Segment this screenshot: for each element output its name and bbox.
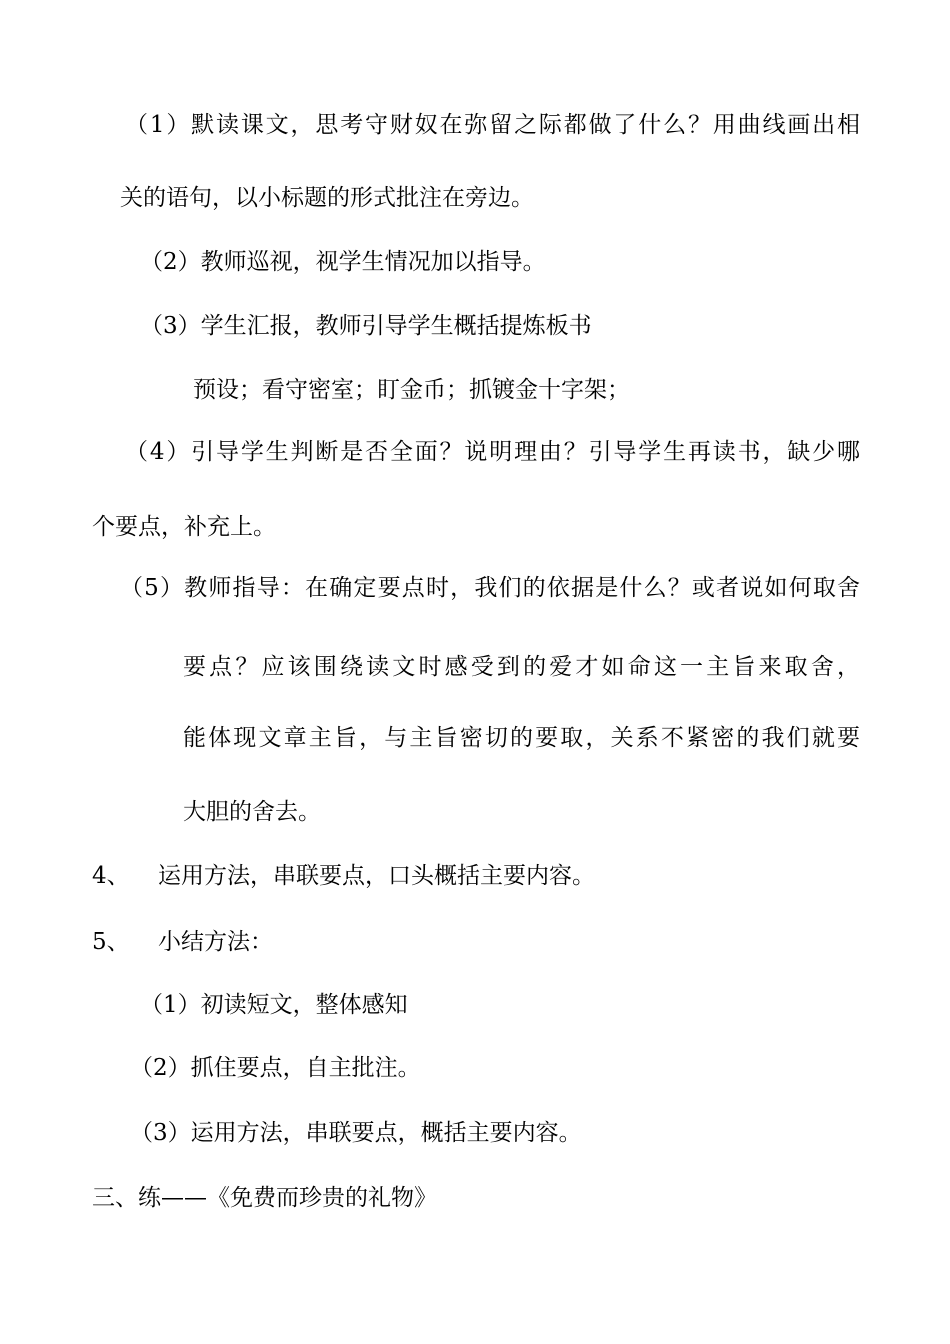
step-3-item-3: （3）学生汇报，教师引导学生概括提炼板书 xyxy=(140,313,592,339)
step-3-item-3-preset: 预设；看守密室；盯金币；抓镀金十字架； xyxy=(193,377,630,403)
step-5-text: 小结方法： xyxy=(158,929,273,955)
step-3-item-1-line-1: （1）默读课文，思考守财奴在弥留之际都做了什么？用曲线画出相 xyxy=(125,112,860,138)
step-3-item-1-line-2: 关的语句，以小标题的形式批注在旁边。 xyxy=(120,185,534,211)
step-3-item-2: （2）教师巡视，视学生情况加以指导。 xyxy=(140,249,546,275)
summary-item-3: （3）运用方法，串联要点，概括主要内容。 xyxy=(130,1120,582,1146)
step-3-item-5-line-1: （5）教师指导：在确定要点时，我们的依据是什么？或者说如何取舍 xyxy=(120,575,860,601)
step-3-item-4-line-2: 个要点，补充上。 xyxy=(92,514,276,540)
step-4-text: 运用方法，串联要点，口头概括主要内容。 xyxy=(158,863,595,889)
step-3-item-5-line-2: 要点？应该围绕读文时感受到的爱才如命这一主旨来取舍， xyxy=(183,654,860,680)
section-three-heading: 三、练——《免费而珍贵的礼物》 xyxy=(92,1185,437,1211)
summary-item-1: （1）初读短文，整体感知 xyxy=(140,992,408,1018)
summary-item-2: （2）抓住要点，自主批注。 xyxy=(130,1055,421,1081)
step-3-item-5-line-4: 大胆的舍去。 xyxy=(183,799,321,825)
step-5-number: 5、 xyxy=(92,929,130,955)
step-4-number: 4、 xyxy=(92,863,130,889)
step-3-item-5-line-3: 能体现文章主旨，与主旨密切的要取，关系不紧密的我们就要 xyxy=(183,725,860,751)
step-3-item-4-line-1: （4）引导学生判断是否全面？说明理由？引导学生再读书，缺少哪 xyxy=(125,439,860,465)
